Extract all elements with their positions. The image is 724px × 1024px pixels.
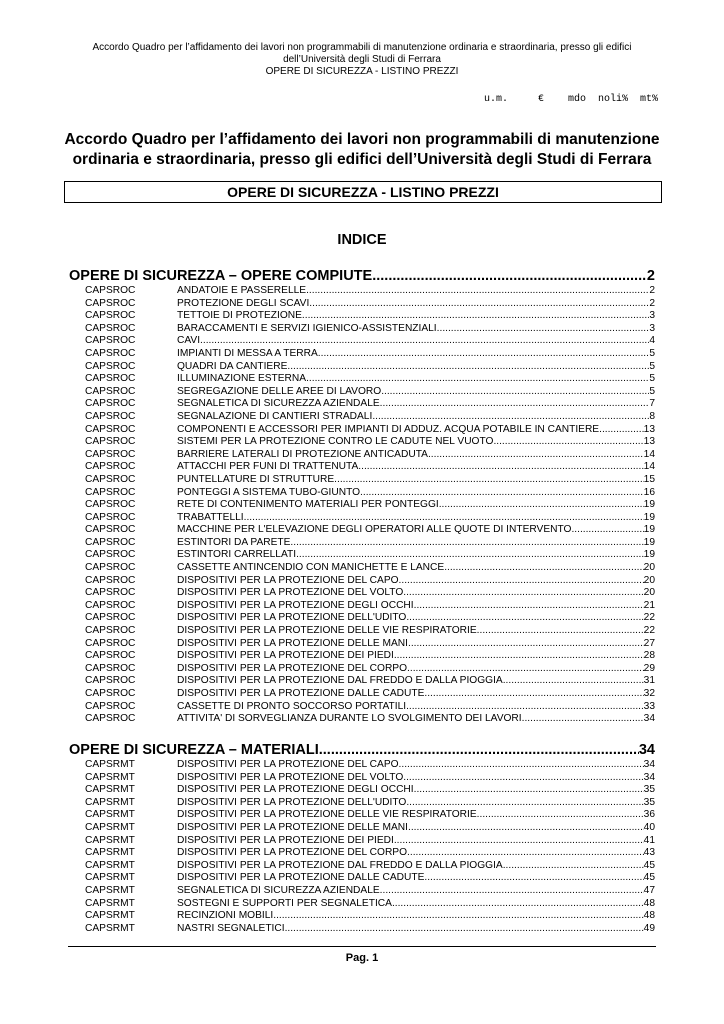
toc-entry[interactable] xyxy=(69,797,655,810)
toc-entry-page: 47 xyxy=(643,884,655,896)
toc-entry-page: 35 xyxy=(643,796,655,808)
toc-entry-title: DISPOSITIVI PER LA PROTEZIONE DELL'UDITO xyxy=(177,796,407,808)
toc-entry[interactable] xyxy=(69,822,655,835)
toc-entry-page: 19 xyxy=(643,511,655,523)
toc-entry[interactable] xyxy=(69,411,655,424)
toc-entry[interactable] xyxy=(69,424,655,437)
toc-entry[interactable] xyxy=(69,860,655,873)
toc-entry-page: 45 xyxy=(643,859,655,871)
toc-entry-title: BARACCAMENTI E SERVIZI IGIENICO-ASSISTENZIALI xyxy=(177,322,437,334)
toc-entry-title: BARRIERE LATERALI DI PROTEZIONE ANTICADUTA xyxy=(177,448,428,460)
toc-entry[interactable] xyxy=(69,587,655,600)
toc-entry-code: CAPSROC xyxy=(85,549,136,561)
dot-leader xyxy=(428,449,644,462)
toc-entry-title: RECINZIONI MOBILI xyxy=(177,910,274,922)
toc-entry-page: 43 xyxy=(643,847,655,859)
running-header-line-2: dell’Università degli Studi di Ferrara xyxy=(283,54,441,65)
toc-entry-code: CAPSRMT xyxy=(85,872,135,884)
toc-entry-code: CAPSROC xyxy=(85,536,136,548)
toc-entry-page: 41 xyxy=(643,834,655,846)
toc-entry[interactable] xyxy=(69,549,655,562)
toc-entry-title: DISPOSITIVI PER LA PROTEZIONE DEL CAPO xyxy=(177,759,399,770)
index-heading: INDICE xyxy=(337,232,387,248)
toc-entry[interactable] xyxy=(69,835,655,848)
toc-entry-code: CAPSROC xyxy=(85,410,136,422)
dot-leader xyxy=(477,809,644,822)
toc-entry-title: TRABATTELLI xyxy=(177,511,244,523)
toc-entry-page: 49 xyxy=(643,922,655,934)
toc-entry[interactable] xyxy=(69,361,655,374)
toc-entry-page: 20 xyxy=(643,562,655,574)
toc-entry-code: CAPSRMT xyxy=(85,784,135,796)
toc-entry[interactable] xyxy=(69,872,655,885)
toc-entry-title: DISPOSITIVI PER LA PROTEZIONE DEL VOLTO xyxy=(177,771,404,783)
toc-entry-page: 14 xyxy=(643,448,655,460)
toc-entry-title: DISPOSITIVI PER LA PROTEZIONE DEGLI OCCHI xyxy=(177,599,414,611)
document-title xyxy=(40,130,684,170)
toc-entry-title: QUADRI DA CANTIERE xyxy=(177,360,288,372)
toc-entry-code: CAPSROC xyxy=(85,524,136,536)
dot-leader xyxy=(493,436,643,449)
toc-entry-page: 13 xyxy=(643,436,655,448)
toc-entry-code: CAPSROC xyxy=(85,285,136,296)
page-number: Pag. 1 xyxy=(345,952,379,964)
toc-section-page: 2 xyxy=(646,268,655,284)
toc-entry[interactable] xyxy=(69,348,655,361)
toc-entry-page: 19 xyxy=(643,536,655,548)
toc-entry-code: CAPSROC xyxy=(85,347,136,359)
toc-entry[interactable] xyxy=(69,675,655,688)
toc-entry-title: NASTRI SEGNALETICI xyxy=(177,922,285,934)
toc-entry-page: 4 xyxy=(649,335,655,347)
toc-entry-code: CAPSROC xyxy=(85,587,136,599)
toc-entry-code: CAPSROC xyxy=(85,385,136,397)
dot-leader xyxy=(408,638,644,651)
toc-entry-title: IMPIANTI DI MESSA A TERRA xyxy=(177,347,318,359)
dot-leader xyxy=(372,267,647,285)
dot-leader xyxy=(399,759,644,772)
dot-leader xyxy=(244,512,644,525)
toc-entry-title: TETTOIE DI PROTEZIONE xyxy=(177,310,302,322)
toc-entry[interactable] xyxy=(69,600,655,613)
toc-entry-page: 5 xyxy=(649,373,655,385)
toc-entry[interactable] xyxy=(69,386,655,399)
toc-entry-code: CAPSRMT xyxy=(85,847,135,859)
dot-leader xyxy=(503,675,644,688)
toc-entry-title: ESTINTORI DA PARETE xyxy=(177,536,291,548)
running-header-line-1: Accordo Quadro per l’affidamento dei lavori non programmabili di manutenzione ordinaria e straordinaria, presso gli edifici xyxy=(92,42,632,53)
toc-entry-code: CAPSROC xyxy=(85,335,136,347)
toc-entry-page: 21 xyxy=(643,599,655,611)
toc-entry-title: DISPOSITIVI PER LA PROTEZIONE DELL'UDITO xyxy=(177,612,407,624)
toc-entry[interactable] xyxy=(69,612,655,625)
toc-entry[interactable] xyxy=(69,688,655,701)
toc-entry-page: 7 xyxy=(649,398,655,410)
toc-entry-code: CAPSRMT xyxy=(85,821,135,833)
toc-entry[interactable] xyxy=(69,461,655,474)
toc-entry-title: CASSETTE DI PRONTO SOCCORSO PORTATILI xyxy=(177,700,407,712)
toc-entry-title: DISPOSITIVI PER LA PROTEZIONE DALLE CADUTE xyxy=(177,872,425,884)
toc-entry-page: 19 xyxy=(643,499,655,511)
toc-entry-title: SEGNALETICA DI SICUREZZA AZIENDALE xyxy=(177,398,380,410)
dot-leader xyxy=(381,386,649,399)
toc-entry-code: CAPSRMT xyxy=(85,834,135,846)
toc-entry-page: 2 xyxy=(649,297,655,309)
toc-entry-page: 31 xyxy=(643,675,655,687)
toc-entry-page: 34 xyxy=(643,759,655,770)
toc-entry-code: CAPSROC xyxy=(85,398,136,410)
toc-entry-title: DISPOSITIVI PER LA PROTEZIONE DEL VOLTO xyxy=(177,587,404,599)
toc-entry-title: ATTACCHI PER FUNI DI TRATTENUTA xyxy=(177,461,359,473)
toc-entry-title: SEGNALETICA DI SICUREZZA AZIENDALE xyxy=(177,884,380,896)
toc-entry-code: CAPSRMT xyxy=(85,884,135,896)
toc-entry-title: DISPOSITIVI PER LA PROTEZIONE DEL CAPO xyxy=(177,574,399,586)
toc-entry[interactable] xyxy=(69,512,655,525)
toc-entry-code: CAPSROC xyxy=(85,562,136,574)
toc-entry-title: DISPOSITIVI PER LA PROTEZIONE DEI PIEDI xyxy=(177,834,394,846)
toc-entry[interactable] xyxy=(69,625,655,638)
dot-leader xyxy=(285,923,644,936)
toc-entry-code: CAPSROC xyxy=(85,310,136,322)
toc-entry-title: ILLUMINAZIONE ESTERNA xyxy=(177,373,307,385)
toc-entry-title: PUNTELLATURE DI STRUTTURE xyxy=(177,473,335,485)
toc-section-page: 34 xyxy=(638,742,655,758)
dot-leader xyxy=(360,487,644,500)
toc-entry-code: CAPSRMT xyxy=(85,759,135,770)
toc-entry-code: CAPSRMT xyxy=(85,910,135,922)
dot-leader xyxy=(306,285,649,298)
toc-entry[interactable] xyxy=(69,575,655,588)
toc-entry[interactable] xyxy=(69,898,655,911)
price-columns-header: u.m. € mdo noli% mt% xyxy=(483,94,658,105)
toc-entry-code: CAPSRMT xyxy=(85,796,135,808)
toc-entry[interactable] xyxy=(69,759,655,772)
dot-leader xyxy=(380,398,650,411)
dot-leader xyxy=(287,361,649,374)
dot-leader xyxy=(403,587,643,600)
dot-leader xyxy=(424,688,643,701)
toc-entry-code: CAPSROC xyxy=(85,322,136,334)
toc-entry-page: 34 xyxy=(643,771,655,783)
toc-entry-code: CAPSRMT xyxy=(85,897,135,909)
toc-entry-code: CAPSROC xyxy=(85,499,136,511)
toc-entry-title: SOSTEGNI E SUPPORTI PER SEGNALETICA xyxy=(177,897,392,909)
toc-entry-title: PONTEGGI A SISTEMA TUBO-GIUNTO xyxy=(177,486,361,498)
toc-entry-page: 5 xyxy=(649,385,655,397)
toc-entry-code: CAPSRMT xyxy=(85,771,135,783)
toc-entry-code: CAPSROC xyxy=(85,713,136,725)
toc-entry-page: 5 xyxy=(649,347,655,359)
toc-entry-title: DISPOSITIVI PER LA PROTEZIONE DEGLI OCCHI xyxy=(177,784,414,796)
toc-entry-page: 3 xyxy=(649,310,655,322)
toc-entry-page: 2 xyxy=(649,285,655,296)
toc-section-title: OPERE DI SICUREZZA – OPERE COMPIUTE xyxy=(69,268,373,284)
dot-leader xyxy=(318,348,650,361)
toc-entry[interactable] xyxy=(69,285,655,298)
dot-leader xyxy=(407,847,644,860)
toc-entry[interactable] xyxy=(69,910,655,923)
toc-entry-code: CAPSROC xyxy=(85,625,136,637)
toc-entry-title: RETE DI CONTENIMENTO MATERIALI PER PONTEGGI xyxy=(177,499,439,511)
toc-section-heading[interactable] xyxy=(69,741,655,759)
document-title-line-1: Accordo Quadro per l’affidamento dei lavori non programmabili di manutenzione xyxy=(64,131,660,148)
dot-leader xyxy=(200,335,649,348)
dot-leader xyxy=(290,537,643,550)
dot-leader xyxy=(273,910,643,923)
toc-entry-page: 27 xyxy=(643,637,655,649)
toc-entry[interactable] xyxy=(69,335,655,348)
toc-entry[interactable] xyxy=(69,885,655,898)
dot-leader xyxy=(380,885,644,898)
toc-entry-code: CAPSROC xyxy=(85,650,136,662)
dot-leader xyxy=(392,898,644,911)
toc-entry[interactable] xyxy=(69,650,655,663)
toc-entry-title: DISPOSITIVI PER LA PROTEZIONE DALLE CADUTE xyxy=(177,688,425,699)
toc-entry-code: CAPSROC xyxy=(85,373,136,385)
toc-entry[interactable] xyxy=(69,713,655,726)
running-header-line-3: OPERE DI SICUREZZA - LISTINO PREZZI xyxy=(265,66,459,77)
toc-entry-code: CAPSROC xyxy=(85,662,136,674)
toc-entry-page: 16 xyxy=(643,486,655,498)
boxed-subtitle: OPERE DI SICUREZZA - LISTINO PREZZI xyxy=(64,181,662,203)
dot-leader xyxy=(372,411,649,424)
toc-entry-title: COMPONENTI E ACCESSORI PER IMPIANTI DI ADDUZ. ACQUA POTABILE IN CANTIERE xyxy=(177,423,600,435)
toc-entry-code: CAPSROC xyxy=(85,637,136,649)
dot-leader xyxy=(406,701,644,714)
toc-entry-page: 14 xyxy=(643,461,655,473)
toc-entry-title: CASSETTE ANTINCENDIO CON MANICHETTE E LANCE xyxy=(177,562,445,574)
toc-entry-code: CAPSROC xyxy=(85,574,136,586)
toc-entry-page: 22 xyxy=(643,612,655,624)
toc-entry-title: DISPOSITIVI PER LA PROTEZIONE DELLE MANI xyxy=(177,821,408,833)
toc-entry-title: SISTEMI PER LA PROTEZIONE CONTRO LE CADUTE NEL VUOTO xyxy=(177,436,494,448)
toc-entry-code: CAPSROC xyxy=(85,688,136,699)
toc-entry[interactable] xyxy=(69,499,655,512)
toc-entry[interactable] xyxy=(69,809,655,822)
toc-entry[interactable] xyxy=(69,373,655,386)
toc-entry-code: CAPSROC xyxy=(85,448,136,460)
toc-entry-code: CAPSROC xyxy=(85,423,136,435)
dot-leader xyxy=(358,461,643,474)
toc-entry[interactable] xyxy=(69,436,655,449)
toc-entry-code: CAPSROC xyxy=(85,612,136,624)
toc-entry-code: CAPSROC xyxy=(85,675,136,687)
toc-entry[interactable] xyxy=(69,398,655,411)
toc-entry-page: 45 xyxy=(643,872,655,884)
dot-leader xyxy=(503,860,644,873)
toc-entry[interactable] xyxy=(69,487,655,500)
dot-leader xyxy=(439,499,644,512)
toc-entry[interactable] xyxy=(69,701,655,714)
toc-entry-title: PROTEZIONE DEGLI SCAVI xyxy=(177,297,310,309)
dot-leader xyxy=(403,772,643,785)
dot-leader xyxy=(406,612,643,625)
toc-entry-page: 19 xyxy=(643,549,655,561)
dot-leader xyxy=(414,600,644,613)
toc-entry-code: CAPSROC xyxy=(85,473,136,485)
toc-entry[interactable] xyxy=(69,847,655,860)
toc-entry-title: SEGREGAZIONE DELLE AREE DI LAVORO xyxy=(177,385,382,397)
toc-entry-code: CAPSROC xyxy=(85,360,136,372)
dot-leader xyxy=(406,797,643,810)
toc-entry-code: CAPSRMT xyxy=(85,809,135,821)
toc-entry-page: 28 xyxy=(643,650,655,662)
dot-leader xyxy=(309,298,649,311)
toc-entry[interactable] xyxy=(69,784,655,797)
dot-leader xyxy=(306,373,649,386)
toc-entry-page: 48 xyxy=(643,910,655,922)
footer-divider xyxy=(68,946,656,947)
dot-leader xyxy=(477,625,644,638)
dot-leader xyxy=(424,872,643,885)
dot-leader xyxy=(408,822,644,835)
toc-entry-page: 29 xyxy=(643,662,655,674)
toc-entry-title: ESTINTORI CARRELLATI xyxy=(177,549,297,561)
toc-entry-page: 32 xyxy=(643,688,655,699)
toc-section-title: OPERE DI SICUREZZA – MATERIALI xyxy=(69,742,319,758)
toc-entry[interactable] xyxy=(69,449,655,462)
toc-entry[interactable] xyxy=(69,663,655,676)
toc-entry[interactable] xyxy=(69,562,655,575)
toc-entry-code: CAPSROC xyxy=(85,297,136,309)
toc-entry-page: 13 xyxy=(643,423,655,435)
toc-entry-page: 19 xyxy=(643,524,655,536)
toc-entry-code: CAPSROC xyxy=(85,511,136,523)
toc-entry-page: 34 xyxy=(643,713,655,725)
toc-entry-page: 20 xyxy=(643,587,655,599)
dot-leader xyxy=(437,323,650,336)
toc-entry-page: 33 xyxy=(643,700,655,712)
toc-entry[interactable] xyxy=(69,298,655,311)
toc-entry-page: 35 xyxy=(643,784,655,796)
toc-entry-page: 48 xyxy=(643,897,655,909)
running-header xyxy=(60,42,664,78)
toc-entry-page: 40 xyxy=(643,821,655,833)
toc-entry-page: 5 xyxy=(649,360,655,372)
toc-entry-code: CAPSROC xyxy=(85,461,136,473)
toc-entry-title: ANDATOIE E PASSERELLE xyxy=(177,285,307,296)
toc-entry-page: 20 xyxy=(643,574,655,586)
dot-leader xyxy=(302,310,649,323)
toc-entry-page: 22 xyxy=(643,625,655,637)
toc-entry[interactable] xyxy=(69,524,655,537)
toc-entry-page: 3 xyxy=(649,322,655,334)
dot-leader xyxy=(407,663,644,676)
dot-leader xyxy=(399,575,644,588)
toc-entry[interactable] xyxy=(69,923,655,936)
toc-entry[interactable] xyxy=(69,474,655,487)
dot-leader xyxy=(522,713,644,726)
toc-entry-title: DISPOSITIVI PER LA PROTEZIONE DELLE VIE RESPIRATORIE xyxy=(177,809,477,821)
toc-entry-code: CAPSRMT xyxy=(85,859,135,871)
dot-leader xyxy=(334,474,643,487)
toc-entry[interactable] xyxy=(69,772,655,785)
toc-entry-page: 8 xyxy=(649,410,655,422)
toc-entry-title: SEGNALAZIONE DI CANTIERI STRADALI xyxy=(177,410,373,422)
toc-entry-title: DISPOSITIVI PER LA PROTEZIONE DELLE VIE RESPIRATORIE xyxy=(177,625,477,637)
toc-entry-code: CAPSROC xyxy=(85,700,136,712)
dot-leader xyxy=(444,562,643,575)
toc-section-materiali xyxy=(69,741,655,935)
toc-entry-code: CAPSROC xyxy=(85,599,136,611)
toc-entry-code: CAPSRMT xyxy=(85,922,135,934)
toc-entry-title: DISPOSITIVI PER LA PROTEZIONE DEL CORPO xyxy=(177,847,408,859)
toc-entry-title: MACCHINE PER L'ELEVAZIONE DEGLI OPERATORI ALLE QUOTE DI INTERVENTO xyxy=(177,524,572,536)
toc-entry-title: DISPOSITIVI PER LA PROTEZIONE DEL CORPO xyxy=(177,662,408,674)
toc-entry-title: CAVI xyxy=(177,335,201,347)
dot-leader xyxy=(394,835,644,848)
toc-section-heading[interactable] xyxy=(69,267,655,285)
dot-leader xyxy=(414,784,644,797)
dot-leader xyxy=(394,650,644,663)
dot-leader xyxy=(571,524,643,537)
document-title-line-2: ordinaria e straordinaria, presso gli edifici dell’Università degli Studi di Ferrara xyxy=(72,151,652,168)
toc-entry-title: DISPOSITIVI PER LA PROTEZIONE DEI PIEDI xyxy=(177,650,394,662)
toc-entry-page: 15 xyxy=(643,473,655,485)
toc-entry-page: 36 xyxy=(643,809,655,821)
toc-entry-title: DISPOSITIVI PER LA PROTEZIONE DAL FREDDO E DALLA PIOGGIA xyxy=(177,675,503,687)
toc-entry-title: DISPOSITIVI PER LA PROTEZIONE DELLE MANI xyxy=(177,637,408,649)
toc-entry[interactable] xyxy=(69,638,655,651)
toc-entry-title: ATTIVITA' DI SORVEGLIANZA DURANTE LO SVOLGIMENTO DEI LAVORI xyxy=(177,713,522,725)
toc-section-opere-compiute xyxy=(69,267,655,726)
toc-entry-code: CAPSROC xyxy=(85,436,136,448)
toc-entry[interactable] xyxy=(69,537,655,550)
toc-entry-code: CAPSROC xyxy=(85,486,136,498)
toc-entry[interactable] xyxy=(69,310,655,323)
toc-entry[interactable] xyxy=(69,323,655,336)
dot-leader xyxy=(599,424,644,437)
dot-leader xyxy=(319,741,639,759)
dot-leader xyxy=(296,549,644,562)
toc-entry-title: DISPOSITIVI PER LA PROTEZIONE DAL FREDDO E DALLA PIOGGIA xyxy=(177,859,503,871)
